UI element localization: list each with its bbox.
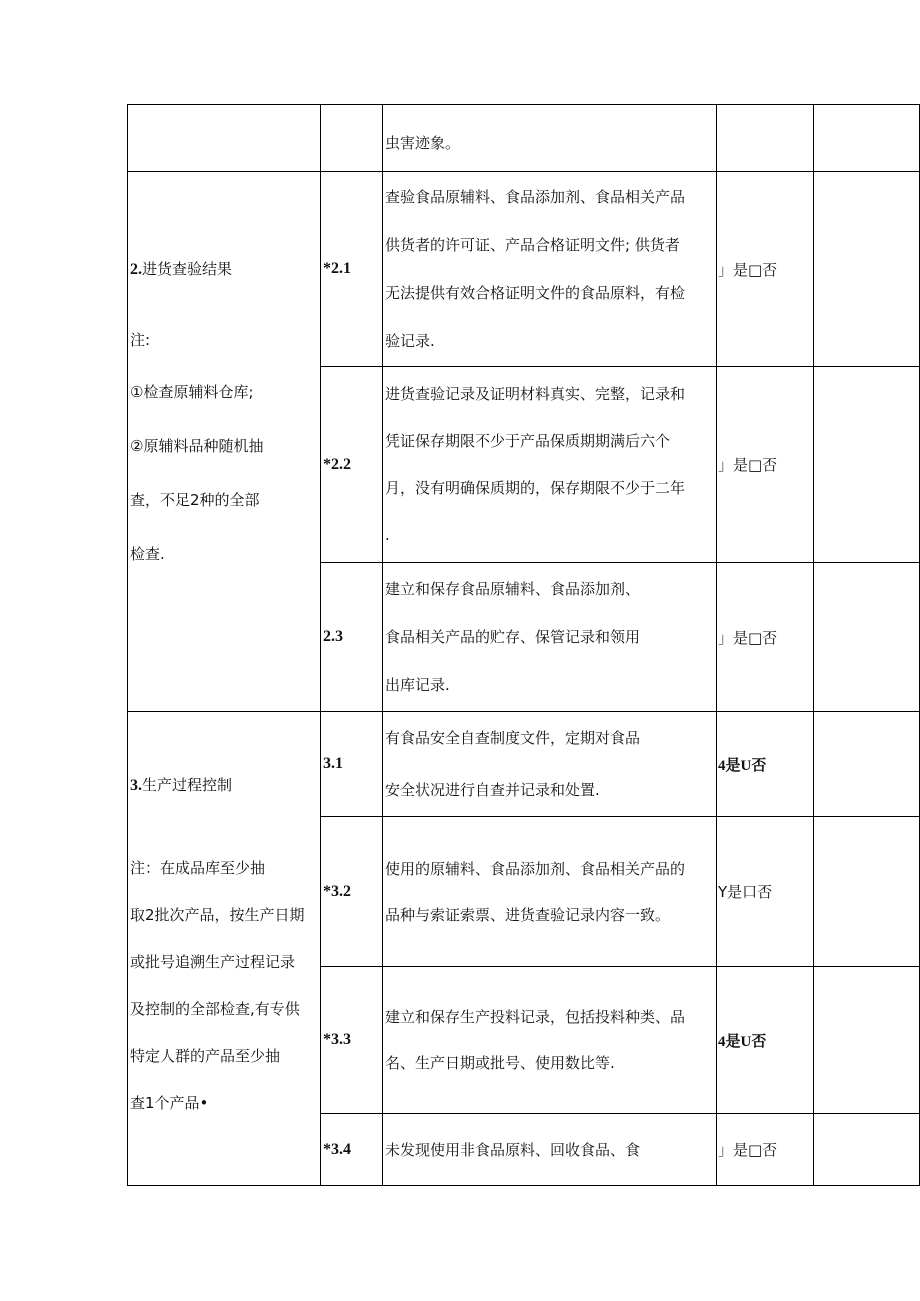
remark-cell [814,367,920,563]
table-row [128,712,920,817]
content-line: 食品相关产品的贮存、保管记录和领用 [385,628,641,646]
remark-cell [814,712,920,817]
item-content-cell [383,563,717,712]
content-line: 品种与索证索票、进货查验记录内容一致。 [385,905,671,924]
item-content-cell [383,1114,717,1186]
category-3-title: 3.生产过程控制 [130,776,233,794]
category-3-note: 特定人群的产品至少抽 [130,1047,281,1065]
item-code: 3.1 [321,712,383,817]
content-line: 验记录. [385,332,435,350]
item-content-cell [383,367,717,563]
content-line: 进货查验记录及证明材料真实、完整，记录和 [385,384,686,403]
result-cell [717,105,814,172]
category-2-title: 2.进货查验结果 [130,260,233,278]
content-line: 使用的原辅料、食品添加剂、食品相关产品的 [385,859,686,878]
content-line: 安全状况进行自查并记录和处置. [385,781,600,799]
content-line: 查验食品原辅料、食品添加剂、食品相关产品 [385,188,686,206]
remark-cell [814,105,920,172]
result-option[interactable]: 」是□否 [717,367,814,563]
remark-cell [814,563,920,712]
content-line: 未发现使用非食品原料、回收食品、食 [385,1140,641,1159]
content-line: 出库记录. [385,676,450,694]
category-3-cell [128,712,321,1186]
category-2-cell [128,172,321,712]
item-code: 2.3 [321,563,383,712]
category-3-note: 注：在成品库至少抽 [130,859,266,877]
item-code: *2.2 [321,367,383,563]
category-2-note: ②原辅料品种随机抽 [130,437,264,455]
result-option[interactable]: 」是□否 [717,172,814,367]
remark-cell [814,817,920,967]
item-code: *3.4 [321,1114,383,1186]
category-3-note: 或批号追溯生产过程记录 [130,953,296,971]
result-option[interactable]: Y是口否 [717,817,814,967]
content-line: 名、生产日期或批号、使用数比等. [385,1054,615,1072]
content-line: 供货者的许可证、产品合格证明文件; 供货者 [385,236,680,254]
remark-cell [814,172,920,367]
category-2-note: 注: [130,331,151,349]
item-content-cell [383,105,717,172]
content-line: 建立和保存生产投料记录，包括投料种类、品 [385,1008,686,1026]
category-2-note: 查，不足2种的全部 [130,491,260,509]
content-line: 月，没有明确保质期的，保存期限不少于二年 [385,478,686,497]
inspection-checklist-table [127,104,920,1186]
remark-cell [814,1114,920,1186]
item-code-cell [321,105,383,172]
result-option[interactable]: 4是U否 [717,712,814,817]
content-line: 虫害迹象。 [385,134,461,152]
category-2-note: ①检查原辅料仓库; [130,383,254,401]
table-row [128,172,920,367]
result-option[interactable]: 」是□否 [717,563,814,712]
category-3-note: 查1个产品• [130,1094,209,1112]
content-line: 凭证保存期限不少于产品保质期期满后六个 [385,431,671,450]
item-content-cell [383,967,717,1114]
content-line: . [385,525,390,544]
result-option[interactable]: 4是U否 [717,967,814,1114]
item-content-cell [383,172,717,367]
table-row [128,105,920,172]
category-cell [128,105,321,172]
remark-cell [814,967,920,1114]
category-3-note: 取2批次产品，按生产日期 [130,906,305,924]
content-line: 建立和保存食品原辅料、食品添加剂、 [385,580,641,598]
item-code: *2.1 [321,172,383,367]
item-content-cell [383,817,717,967]
item-code: *3.3 [321,967,383,1114]
item-code: *3.2 [321,817,383,967]
content-line: 有食品安全自查制度文件，定期对食品 [385,729,641,747]
result-option[interactable]: 」是□否 [717,1114,814,1186]
category-2-note: 检查. [130,545,165,563]
content-line: 无法提供有效合格证明文件的食品原料，有检 [385,284,686,302]
category-3-note: 及控制的全部检查,有专供 [130,1000,300,1018]
item-content-cell [383,712,717,817]
